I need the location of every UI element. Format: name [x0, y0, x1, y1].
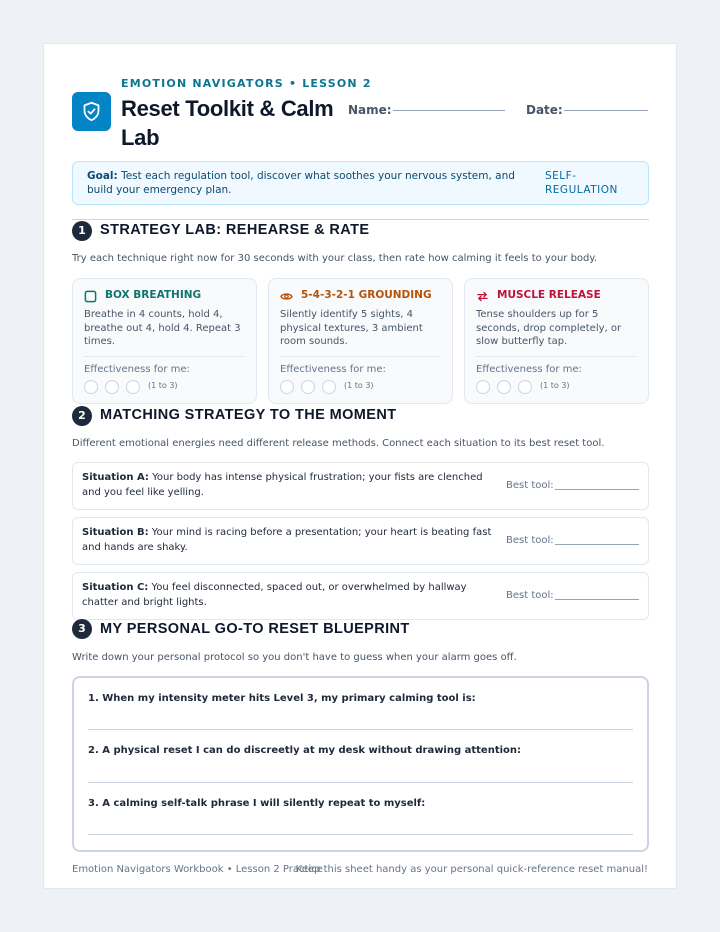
name-label: Name:	[348, 103, 392, 117]
situation-label: Situation C:	[82, 582, 149, 593]
section-2-title: MATCHING STRATEGY TO THE MOMENT	[100, 407, 397, 423]
rating-scale: (1 to 3)	[344, 381, 374, 390]
rating-circle-3[interactable]	[322, 380, 336, 394]
best-tool-label: Best tool:	[506, 590, 554, 601]
divider	[72, 219, 649, 220]
page-title: Reset Toolkit & Calm Lab	[121, 96, 334, 150]
situation-b	[72, 517, 649, 565]
strategy-card-box-breathing	[72, 278, 257, 404]
date-field-line[interactable]	[564, 110, 648, 111]
best-tool-answer-line[interactable]	[555, 489, 639, 490]
goal-description: Test each regulation tool, discover what soothes your nervous system, and build your emergency plan.	[87, 170, 515, 196]
situation-text	[82, 581, 502, 610]
situation-c	[72, 572, 649, 620]
rating-label: Effectiveness for me:	[476, 364, 582, 375]
card-body: Breathe in 4 counts, hold 4, breathe out 4, hold 4. Repeat 3 times.	[84, 309, 241, 347]
card-divider	[476, 356, 637, 357]
answer-line-2[interactable]	[88, 782, 633, 783]
card-divider	[84, 356, 245, 357]
situation-a	[72, 462, 649, 510]
strategy-card-muscle-release	[464, 278, 649, 404]
rating-scale: (1 to 3)	[148, 381, 178, 390]
goal-label: Goal:	[87, 170, 118, 182]
section-1-number: 1	[72, 221, 92, 241]
section-2-description: Different emotional energies need different release methods. Connect each situation to its best reset tool.	[72, 438, 605, 449]
footer-right: Keep this sheet handy as your personal quick-reference reset manual!	[295, 864, 648, 875]
situation-text	[82, 471, 502, 500]
section-2-number: 2	[72, 406, 92, 426]
rating-circle-3[interactable]	[518, 380, 532, 394]
card-title: BOX BREATHING	[105, 289, 202, 301]
situation-description: Your body has intense physical frustration; your fists are clenched and you feel like yelling.	[82, 472, 483, 498]
strategy-card-grounding	[268, 278, 453, 404]
rating-circle-1[interactable]	[280, 380, 294, 394]
card-body: Silently identify 5 sights, 4 physical textures, 3 ambient room sounds.	[280, 309, 423, 347]
card-title: MUSCLE RELEASE	[497, 289, 601, 301]
situation-label: Situation A:	[82, 472, 149, 483]
logo-badge	[72, 92, 111, 131]
section-3-number: 3	[72, 619, 92, 639]
shield-check-icon	[81, 101, 102, 122]
goal-box	[72, 161, 649, 205]
situation-label: Situation B:	[82, 527, 149, 538]
lesson-eyebrow: EMOTION NAVIGATORS • LESSON 2	[121, 77, 372, 90]
rating-label: Effectiveness for me:	[84, 364, 190, 375]
goal-tag: SELF-REGULATION	[545, 170, 618, 196]
rating-circle-3[interactable]	[126, 380, 140, 394]
date-label: Date:	[526, 103, 563, 117]
rating-circle-1[interactable]	[84, 380, 98, 394]
goal-text	[87, 169, 527, 197]
best-tool-label: Best tool:	[506, 480, 554, 491]
best-tool-answer-line[interactable]	[555, 599, 639, 600]
situation-description: You feel disconnected, spaced out, or overwhelmed by hallway chatter and bright lights.	[82, 582, 467, 608]
best-tool-label: Best tool:	[506, 535, 554, 546]
rating-circle-2[interactable]	[497, 380, 511, 394]
section-1-title: STRATEGY LAB: REHEARSE & RATE	[100, 222, 370, 238]
answer-line-1[interactable]	[88, 729, 633, 730]
card-divider	[280, 356, 441, 357]
rating-circle-2[interactable]	[301, 380, 315, 394]
rating-circle-1[interactable]	[476, 380, 490, 394]
best-tool-answer-line[interactable]	[555, 544, 639, 545]
answer-line-3[interactable]	[88, 834, 633, 835]
worksheet-page	[43, 43, 677, 889]
section-3-title: MY PERSONAL GO-TO RESET BLUEPRINT	[100, 621, 410, 637]
rating-scale: (1 to 3)	[540, 381, 570, 390]
rating-circle-2[interactable]	[105, 380, 119, 394]
footer-left: Emotion Navigators Workbook • Lesson 2 Practice	[72, 864, 323, 875]
situation-text	[82, 526, 502, 555]
blueprint-box	[72, 676, 649, 852]
prompt-3: 3. A calming self-talk phrase I will silently repeat to myself:	[88, 798, 426, 809]
situation-description: Your mind is racing before a presentation; your heart is beating fast and hands are shaky.	[82, 527, 492, 553]
square-icon	[84, 290, 97, 303]
rating-label: Effectiveness for me:	[280, 364, 386, 375]
arrows-cycle-icon	[476, 290, 489, 303]
name-field-line[interactable]	[393, 110, 505, 111]
prompt-2: 2. A physical reset I can do discreetly at my desk without drawing attention:	[88, 745, 522, 756]
section-3-description: Write down your personal protocol so you don't have to guess when your alarm goes off.	[72, 652, 517, 663]
prompt-1: 1. When my intensity meter hits Level 3, my primary calming tool is:	[88, 693, 476, 704]
section-1-description: Try each technique right now for 30 seconds with your class, then rate how calming it feels to your body.	[72, 253, 598, 264]
eye-icon	[280, 290, 293, 303]
card-title: 5-4-3-2-1 GROUNDING	[301, 289, 432, 301]
card-body: Tense shoulders up for 5 seconds, drop completely, or slow butterfly tap.	[476, 309, 622, 347]
